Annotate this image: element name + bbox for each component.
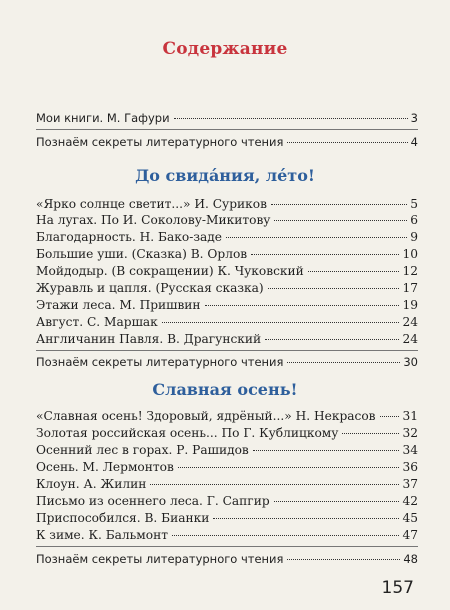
dot-leader (213, 518, 399, 519)
entry-title: Большие уши. (Сказка) В. Орлов (36, 247, 248, 261)
toc-entry (36, 297, 418, 313)
dot-leader (268, 288, 400, 289)
entry-title: Этажи леса. М. Пришвин (36, 298, 201, 312)
toc-entry (36, 280, 418, 296)
section-title: До свида́ния, ле́то! (135, 166, 315, 185)
entry-page: 24 (402, 332, 418, 346)
toc-entry (36, 110, 418, 126)
entry-page: 30 (403, 355, 418, 369)
entry-title: Клоун. А. Жилин (36, 477, 147, 491)
toc-entry (36, 551, 418, 567)
entry-page: 32 (402, 426, 418, 440)
toc-entry (36, 263, 418, 279)
entry-title: Мойдодыр. (В сокращении) К. Чуковский (36, 264, 304, 278)
toc-entry (36, 442, 418, 458)
toc-entry (36, 134, 418, 150)
toc-entry (36, 510, 418, 526)
dot-leader (174, 118, 408, 119)
dot-leader (287, 362, 400, 363)
entry-page: 45 (402, 511, 418, 525)
entry-title: Познаём секреты литературного чтения (36, 135, 284, 149)
entry-title: Англичанин Павля. В. Драгунский (36, 332, 262, 346)
entry-title: К зиме. К. Бальмонт (36, 528, 168, 542)
entry-title: Золотая российская осень... По Г. Кублицкому (36, 426, 339, 440)
entry-title: Познаём секреты литературного чтения (36, 552, 284, 566)
entry-page: 48 (403, 552, 418, 566)
entry-page: 9 (410, 230, 418, 244)
divider (36, 129, 418, 130)
dot-leader (287, 142, 407, 143)
toc-entry (36, 246, 418, 262)
entry-page: 10 (402, 247, 418, 261)
dot-leader (308, 271, 400, 272)
toc-entry (36, 459, 418, 475)
entry-title: Август. С. Маршак (36, 315, 158, 329)
entry-page: 31 (402, 409, 418, 423)
entry-page: 24 (402, 315, 418, 329)
dot-leader (205, 305, 400, 306)
dot-leader (271, 204, 407, 205)
toc-entry (36, 354, 418, 370)
entry-title: Познаём секреты литературного чтения (36, 355, 284, 369)
dot-leader (342, 433, 399, 434)
toc-entry (36, 425, 418, 441)
entry-page: 5 (410, 197, 418, 211)
dot-leader (274, 220, 407, 221)
entry-title: «Ярко солнце светит...» И. Суриков (36, 197, 267, 211)
divider (36, 546, 418, 547)
entry-title: Осень. М. Лермонтов (36, 460, 174, 474)
toc-entry (36, 314, 418, 330)
entry-title: Мои книги. М. Гафури (36, 111, 170, 125)
dot-leader (172, 535, 400, 536)
toc-entry (36, 212, 418, 228)
dot-leader (150, 484, 399, 485)
dot-leader (253, 450, 400, 451)
entry-page: 42 (402, 494, 418, 508)
dot-leader (380, 416, 400, 417)
dot-leader (251, 254, 399, 255)
entry-page: 37 (402, 477, 418, 491)
entry-title: Благодарность. Н. Бако-заде (36, 230, 222, 244)
dot-leader (265, 339, 399, 340)
entry-page: 19 (402, 298, 418, 312)
entry-title: На лугах. По И. Соколову-Микитову (36, 213, 271, 227)
dot-leader (274, 501, 400, 502)
toc-entry (36, 229, 418, 245)
entry-page: 34 (402, 443, 418, 457)
entry-page: 6 (410, 213, 418, 227)
entry-page: 36 (402, 460, 418, 474)
toc-entry (36, 331, 418, 347)
divider (36, 350, 418, 351)
entry-title: Журавль и цапля. (Русская сказка) (36, 281, 264, 295)
entry-title: Письмо из осеннего леса. Г. Сапгир (36, 494, 270, 508)
entry-page: 47 (402, 528, 418, 542)
toc-entry (36, 408, 418, 424)
toc-entry (36, 196, 418, 212)
entry-title: Приспособился. В. Бианки (36, 511, 210, 525)
entry-page: 17 (402, 281, 418, 295)
contents-title: Содержание (162, 39, 288, 59)
entry-page: 3 (410, 111, 418, 125)
dot-leader (178, 467, 400, 468)
dot-leader (226, 237, 407, 238)
toc-entry (36, 493, 418, 509)
entry-page: 12 (402, 264, 418, 278)
page-number: 157 (381, 578, 414, 598)
dot-leader (162, 322, 400, 323)
entry-page: 4 (410, 135, 418, 149)
entry-title: Осенний лес в горах. Р. Рашидов (36, 443, 249, 457)
dot-leader (287, 559, 400, 560)
section-title: Славная осень! (152, 380, 298, 399)
entry-title: «Славная осень! Здоровый, ядрёный...» Н. Некрасов (36, 409, 376, 423)
toc-entry (36, 476, 418, 492)
toc-entry (36, 527, 418, 543)
